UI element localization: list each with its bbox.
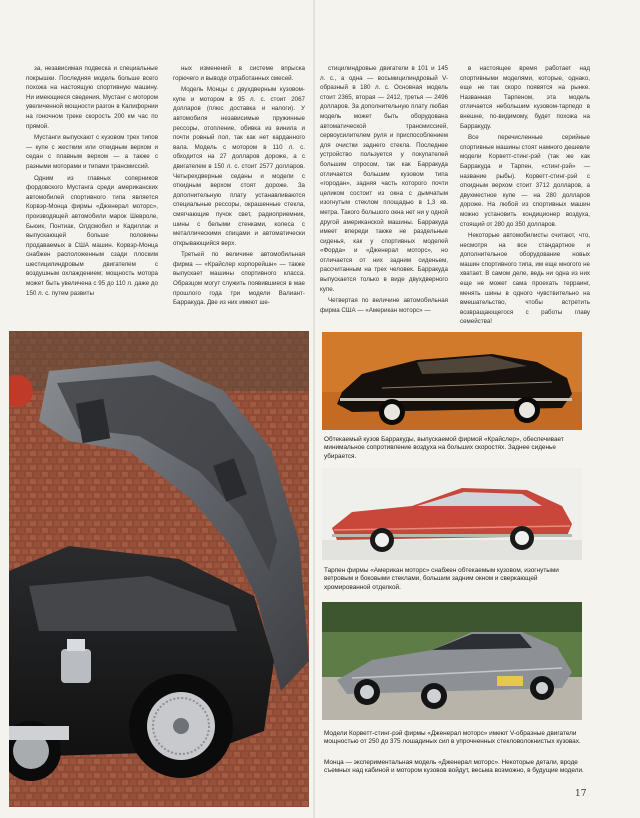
paragraph: в настоящее время работает над спортивными моделями, которые, однако, еще не так скоро появятся на рынке. Названная Тарпеном, эта модель отличается небольшим кузовом-тарпедо в внешне, по-видимому, будет похожа на Барракуду. (460, 65, 590, 130)
paragraph: Все перечисленные серийные спортивные машины стоят намного дешевле модели Корветт-стинг-рэй (так же как Барракуда и Тарпен, «стинг-рэй» — название рыбы). Корветт-стинг-рэй с откидным верхом стоит 3712 долларов, а двухместное купе — на 280 долларов дороже. На любой из спортивных машин можно установить кондиционер воздуха, стоящий от 280 до 350 долларов. (460, 134, 590, 228)
paragraph: Мустанги выпускают с кузовом трех типов — купе с жестким или откидным верхом и седан с плавным верхом — а также с разными моторами и типами трансмиссий. (26, 134, 158, 170)
monza-caption: Монца — экспериментальная модель «Дженерал моторс». Некоторые детали, вроде съемных над кабиной и мотором кузовов войдут, весьма возможно, в будущие модели. (324, 759, 584, 775)
article-column-4 (460, 64, 590, 326)
page-number: 17 (575, 789, 587, 799)
corvette-caption: Модели Корветт-стинг-рэй фирмы «Дженерал моторс» имеют V-образные двигатели мощностью от 250 до 375 лошадиных сил в упрочненных стекловолокнистых кузовах. (324, 730, 581, 746)
article-column-2 (173, 64, 305, 326)
paragraph: ных изменений в системе впрыска горючего и выводе отработанных смесей. (173, 65, 305, 82)
article-column-3 (320, 64, 448, 326)
paragraph: Одним из главных соперников фордовского Мустанга среди американских автомобилей спортивного типа является Корвэр-Монца фирмы «Дженерал моторс», производящей автомобили марок Шевроле, Бьюик, Понтиак, Олдсмобил и Кадиллак и выпускающей больше половины продаваемых в США машин. Корвэр-Монца снабжен расположенным сзади плоским шестицилиндровым двигателем с воздушным охлаждением; мощность мотора может быть увеличена с 95 до 110 л. даже до 150 л. с. путем развиты (26, 174, 158, 297)
paragraph: Третьей по величине автомобильная фирма — «Крайслер корпорейшн» — также выпускает машины спортивного класса. Образцом могут служить появившиеся в мае прошлого года три модели Валиант-Барракуда. Две из них имеют ше- (173, 251, 305, 307)
tarpen-caption: Тарпен фирмы «Американ моторс» снабжен обтекаемым кузовом, изогнутыми ветровым и боковыми стеклами, большим задним окном и сверкающей хромированной отделкой. (324, 567, 559, 591)
page-fold (313, 0, 315, 818)
tarpen-photo (322, 468, 582, 560)
paragraph: стицилиндровые двигатели в 101 и 145 л. с., а одна — восьмицилиндровый V-образный в 180 л. с. Основная модель стоит 2365, вторая — 2412, третья — 2496 долларов. За дополнительную плату любая модель может быть оборудована автоматической трансмиссией, сервоусилителем руля и приспособлением для очистки заднего стекла. Последнее устройство пользуется у покупателей большим спросом, так как Барракуда отличается большим кузовом типа «городан», задняя часть которого почти целиком состоит из окна с дымчатым изогнутым стеклом площадью в 1,3 кв. метра. Такого большого окна нет ни у одной другой американской машины. Барракуда имеет впереди также не раздельные сиденья, как у спортивных моделей «Форда» и «Дженерал моторс», но отличается от них задним сиденьем, рассчитанным на трех человек. Барракуда выпускается только в виде двухдверного купе. (320, 65, 448, 293)
paragraph: Четвертая по величине автомобильная фирма США — «Американ моторс» — (320, 297, 448, 314)
corvette-photo (322, 602, 582, 720)
paragraph: Некоторые автомобилисты считают, что, несмотря на все стандартное и дополнительное оборудование новых машин спортивного типа, им еще многого не хватает. В самом деле, ведь ни одна из них еще не может сама проехать терраинг, менять шины в одного чувствительно на вмешательство, чтобы встретить возвращающегося с работы главу семейства! (460, 232, 590, 326)
barracuda-photo (322, 332, 582, 430)
paragraph: за, независимая подвеска и специальные покрышки. Последняя модель больше всего похожа на настоящую спортивную машину. Ни имеющиеся сведения, Мустанг с мотором увеличенной мощности разгон в Калифорнии на гоночном треке скорость 200 км час по прямой. (26, 65, 158, 130)
monza-photo (9, 331, 309, 807)
article-column-1 (26, 64, 158, 326)
barracuda-caption: Обтекаемый кузов Барракуды, выпускаемой фирмой «Крайслер», обеспечивает минимальное сопротивление воздуха на больших скоростях. Заднее сиденье убирается. (324, 436, 564, 460)
paragraph: Модель Монцы с двухдверным кузовом-купе и мотором в 95 л. с. стоит 2067 долларов (плюс доставка и налоги). У автомобиля независимые пружинные рессоры, отопление, обивка из винила и почти ровный пол, так как нет карданного вала. Модель с мотором в 110 л. с. обходится на 27 долларов дороже, а с двигателем в 150 л. с. стоит 2577 долларов. Четырехдверные седаны и модели с откидным верхом стоят дороже. За дополнительную плату устанавливаются специальные рессоры, окрашенные стекла, смягчающие пучок свет, радиоприемник, шины с белыми стенками, колеса с металлическими спицами и автоматически открывающийся верх. (173, 86, 305, 247)
